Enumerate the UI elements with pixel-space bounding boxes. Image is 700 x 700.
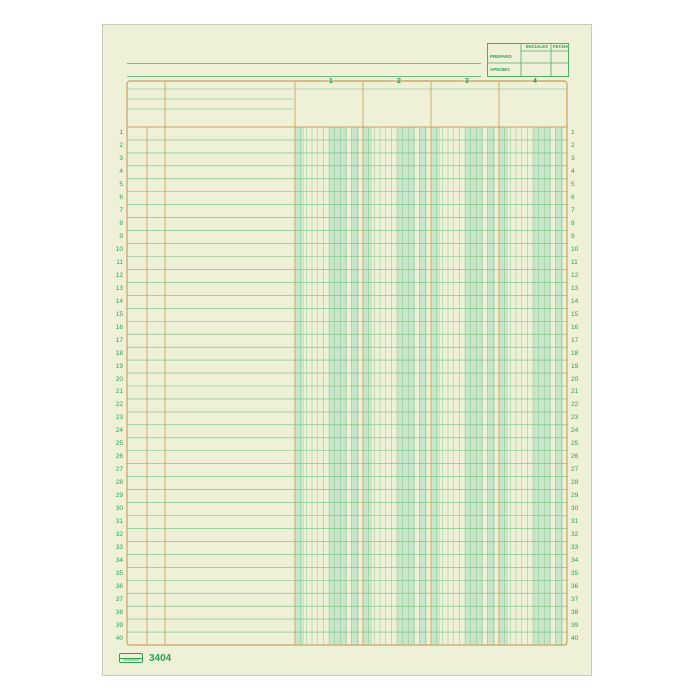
row-number: 35 [571,569,579,577]
row-number: 3 [119,155,123,163]
row-number: 5 [571,181,575,189]
row-number: 21 [571,388,579,396]
row-number: 37 [571,595,579,603]
row-number: 31 [571,517,579,525]
title-line [127,64,481,77]
row-number: 6 [119,194,123,202]
row-number: 27 [571,466,579,474]
row-number: 11 [571,258,578,266]
row-number: 40 [115,634,123,642]
row-number: 3 [571,155,575,163]
row-number: 1 [119,129,123,137]
prepared-label: PREPARO [490,54,512,59]
column-number-4: 4 [533,78,537,85]
row-number: 29 [115,492,123,500]
columnar-pad-sheet [102,24,592,676]
row-number: 19 [115,362,123,370]
approved-label: APROBO [490,67,510,72]
row-number: 16 [115,323,123,331]
row-number: 32 [571,530,579,538]
row-number: 2 [571,142,575,150]
row-number: 32 [115,530,123,538]
row-number: 36 [115,582,123,590]
row-number: 26 [571,453,579,461]
row-number: 19 [571,362,579,370]
row-number: 8 [571,220,575,228]
row-number: 13 [571,284,579,292]
row-number: 5 [119,181,123,189]
row-number: 13 [115,284,123,292]
row-number: 22 [571,401,579,409]
row-number: 28 [571,479,579,487]
row-number: 37 [115,595,123,603]
initials-header: INICIALES [525,44,549,49]
row-number: 15 [115,310,123,318]
row-number: 22 [115,401,123,409]
row-number: 12 [571,271,579,279]
row-number: 17 [115,336,123,344]
row-number: 31 [115,517,123,525]
row-number: 6 [571,194,575,202]
row-number: 38 [571,608,579,616]
row-number: 23 [115,414,123,422]
row-number: 29 [571,492,579,500]
row-number: 39 [571,621,579,629]
row-number: 25 [115,440,123,448]
row-number: 11 [116,258,123,266]
row-number: 9 [119,233,123,241]
row-number: 14 [115,297,123,305]
row-number: 10 [571,246,579,254]
column-number-3: 3 [465,78,469,85]
row-number: 33 [115,543,123,551]
row-number: 18 [115,349,123,357]
row-number: 25 [571,440,579,448]
row-number: 28 [115,479,123,487]
brand-logo [119,653,143,663]
brand-logo-text: INTERFORM [123,659,139,662]
approval-box [487,43,569,77]
date-header: FECHA [552,44,569,49]
row-number: 40 [571,634,579,642]
ledger-grid [103,25,593,677]
row-number: 9 [571,233,575,241]
row-number: 7 [571,207,575,215]
row-number: 36 [571,582,579,590]
row-number: 24 [115,427,123,435]
row-number: 12 [115,271,123,279]
row-number: 21 [115,388,123,396]
title-lines [127,51,481,77]
row-number: 38 [115,608,123,616]
row-number: 27 [115,466,123,474]
row-number: 20 [571,375,579,383]
column-number-2: 2 [397,78,401,85]
row-number: 30 [115,505,123,513]
row-number: 23 [571,414,579,422]
row-number: 15 [571,310,579,318]
row-number: 10 [115,246,123,254]
row-number: 17 [571,336,579,344]
row-number: 1 [571,129,575,137]
row-number: 33 [571,543,579,551]
form-number: 3404 [149,653,172,664]
row-number: 39 [115,621,123,629]
row-number: 24 [571,427,579,435]
row-number: 35 [115,569,123,577]
column-number-1: 1 [329,78,333,85]
row-number: 34 [571,556,579,564]
row-number: 16 [571,323,579,331]
row-number: 30 [571,505,579,513]
row-number: 8 [119,220,123,228]
row-number: 7 [119,207,123,215]
row-number: 14 [571,297,579,305]
row-number: 18 [571,349,579,357]
row-number: 20 [115,375,123,383]
row-number: 2 [119,142,123,150]
row-number: 26 [115,453,123,461]
title-line [127,51,481,64]
row-number: 4 [571,168,575,176]
row-number: 4 [119,168,123,176]
row-number: 34 [115,556,123,564]
